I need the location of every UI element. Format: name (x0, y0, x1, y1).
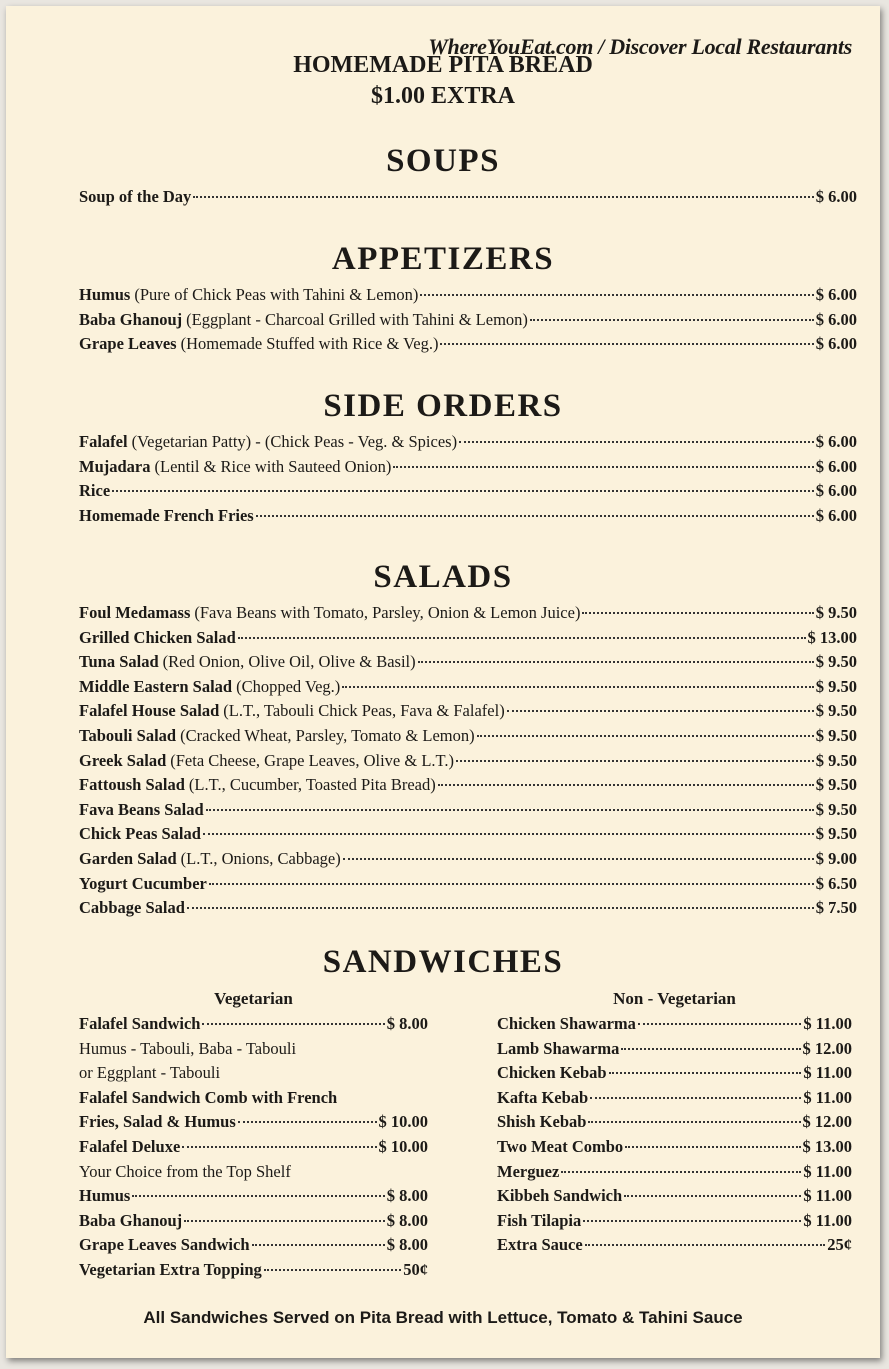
item-price: $ 9.50 (815, 775, 857, 795)
section-title-salads: SALADS (373, 559, 513, 595)
menu-item (79, 726, 857, 751)
item-price: $ 11.00 (803, 1014, 852, 1033)
item-name: Grape Leaves (79, 334, 177, 354)
item-description: (Chopped Veg.) (236, 676, 341, 696)
item-price: $ 9.00 (815, 848, 857, 868)
item-price: $ 9.50 (815, 701, 857, 721)
item-price: $ 12.00 (802, 1038, 852, 1058)
menu-item (497, 1039, 852, 1064)
non-vegetarian-column (497, 989, 852, 1260)
item-name: Cabbage Salad (79, 898, 185, 918)
item-price: $ 9.50 (815, 799, 857, 819)
item-price: $ 6.00 (815, 187, 857, 206)
dot-leader (206, 809, 814, 811)
item-name: Lamb Shawarma (497, 1038, 620, 1058)
menu-item (497, 1063, 852, 1088)
item-price: $ 8.00 (386, 1014, 428, 1033)
dot-leader (590, 1097, 801, 1099)
dot-leader (252, 1244, 385, 1246)
item-description: (Lentil & Rice with Sauteed Onion) (154, 456, 392, 476)
menu-page (6, 6, 880, 1358)
item-description: (Eggplant - Charcoal Grilled with Tahini & Lemon) (186, 309, 528, 329)
dot-leader (624, 1195, 801, 1197)
item-description: (Vegetarian Patty) - (Chick Peas - Veg. & Spices) (131, 432, 458, 451)
item-name: Baba Ghanouj (79, 1210, 183, 1230)
item-name: Tabouli Salad (79, 725, 177, 745)
dot-leader (477, 735, 814, 737)
item-price: $ 11.00 (803, 1210, 852, 1230)
item-price: $ 10.00 (378, 1136, 428, 1156)
dot-leader (418, 661, 814, 663)
item-name: Garden Salad (79, 848, 177, 868)
menu-item (79, 628, 857, 653)
item-name: Shish Kebab (497, 1112, 587, 1132)
menu-item (79, 1162, 428, 1187)
menu-item (497, 1186, 852, 1211)
item-name: Your Choice from the Top Shelf (79, 1161, 291, 1181)
site-watermark: WhereYouEat.com / Discover Local Restaurants (428, 34, 852, 59)
item-price: $ 6.00 (815, 481, 857, 501)
section-items (79, 187, 857, 212)
menu-item (79, 751, 857, 776)
menu-item (79, 1063, 428, 1088)
item-price: $ 6.50 (815, 873, 857, 893)
item-name: Fries, Salad & Humus (79, 1112, 236, 1132)
menu-item (497, 1088, 852, 1113)
item-description: (Homemade Stuffed with Rice & Veg.) (180, 334, 439, 354)
item-name: Homemade French Fries (79, 505, 254, 525)
dot-leader (583, 1220, 801, 1222)
item-name: or Eggplant - Tabouli (79, 1063, 221, 1083)
pita-bread-price: $1.00 EXTRA (370, 83, 515, 109)
footer-note: All Sandwiches Served on Pita Bread with Lettuce, Tomato & Tahini Sauce (143, 1308, 743, 1327)
item-price: $ 9.50 (815, 824, 857, 844)
item-description: (Pure of Chick Peas with Tahini & Lemon) (134, 285, 419, 304)
menu-item (79, 506, 857, 531)
item-name: Tuna Salad (79, 652, 159, 672)
item-price: $ 9.50 (815, 725, 857, 745)
dot-leader (203, 833, 814, 835)
item-price: $ 13.00 (802, 1136, 852, 1156)
menu-item (79, 432, 857, 457)
non-vegetarian-heading: Non - Vegetarian (613, 989, 736, 1008)
item-name: Fava Beans Salad (79, 799, 204, 819)
dot-leader (393, 466, 813, 468)
item-price: $ 12.00 (802, 1112, 852, 1132)
dot-leader (182, 1146, 376, 1148)
menu-item (79, 652, 857, 677)
menu-item (79, 775, 857, 800)
section-title-appetizers: APPETIZERS (331, 241, 555, 277)
menu-item (79, 1260, 428, 1285)
menu-item (79, 334, 857, 359)
item-description: (Fava Beans with Tomato, Parsley, Onion & Lemon Juice) (194, 603, 581, 622)
dot-leader (209, 883, 814, 885)
item-name: Humus (79, 1186, 131, 1206)
menu-item (79, 457, 857, 482)
item-price: $ 7.50 (815, 898, 857, 918)
menu-item (79, 824, 857, 849)
section-items (79, 432, 857, 530)
menu-item (79, 1235, 428, 1260)
item-name: Middle Eastern Salad (79, 676, 233, 696)
menu-item (79, 1039, 428, 1064)
item-name: Two Meat Combo (497, 1136, 624, 1156)
dot-leader (585, 1244, 826, 1246)
item-price: $ 11.00 (803, 1186, 852, 1206)
item-name: Soup of the Day (79, 187, 192, 206)
menu-item (79, 1014, 428, 1039)
item-price: $ 8.00 (386, 1210, 428, 1230)
menu-item (79, 1088, 428, 1113)
menu-item (497, 1112, 852, 1137)
dot-leader (420, 294, 813, 296)
pita-bread-heading: HOMEMADE PITA BREAD (293, 52, 593, 78)
item-description: (L.T., Cucumber, Toasted Pita Bread) (188, 775, 436, 795)
item-price: $ 11.00 (803, 1087, 852, 1107)
menu-item (79, 1137, 428, 1162)
item-name: Chick Peas Salad (79, 824, 201, 844)
item-name: Merguez (497, 1161, 560, 1181)
item-description: (Red Onion, Olive Oil, Olive & Basil) (162, 652, 416, 672)
dot-leader (459, 441, 814, 443)
menu-item (497, 1014, 852, 1039)
dot-leader (438, 784, 814, 786)
menu-item (497, 1162, 852, 1187)
dot-leader (132, 1195, 384, 1197)
menu-item (79, 800, 857, 825)
item-name: Chicken Shawarma (497, 1014, 636, 1033)
dot-leader (638, 1023, 802, 1025)
dot-leader (264, 1269, 401, 1271)
item-name: Fattoush Salad (79, 775, 185, 795)
section-items (79, 603, 857, 923)
item-name: Humus (79, 285, 131, 304)
dot-leader (343, 858, 814, 860)
menu-item (79, 701, 857, 726)
item-name: Mujadara (79, 456, 151, 476)
item-description: (Cracked Wheat, Parsley, Tomato & Lemon) (180, 725, 475, 745)
dot-leader (342, 686, 813, 688)
item-name: Yogurt Cucumber (79, 873, 207, 893)
item-price: 50¢ (403, 1259, 428, 1279)
item-price: 25¢ (827, 1235, 852, 1255)
menu-item (79, 285, 857, 310)
menu-item (79, 187, 857, 212)
item-price: $ 6.00 (815, 309, 857, 329)
menu-item (79, 677, 857, 702)
item-name: Rice (79, 481, 111, 501)
vegetarian-heading: Vegetarian (214, 989, 293, 1008)
item-price: $ 6.00 (815, 432, 857, 451)
dot-leader (609, 1072, 802, 1074)
section-title-side-orders: SIDE ORDERS (323, 388, 563, 424)
item-name: Falafel Deluxe (79, 1136, 181, 1156)
menu-item (497, 1235, 852, 1260)
item-price: $ 11.00 (803, 1161, 852, 1181)
item-price: $ 9.50 (815, 676, 857, 696)
item-price: $ 6.00 (815, 285, 857, 304)
item-price: $ 10.00 (378, 1112, 428, 1132)
dot-leader (187, 907, 814, 909)
dot-leader (238, 1121, 377, 1123)
item-price: $ 11.00 (803, 1063, 852, 1083)
item-price: $ 8.00 (386, 1186, 428, 1206)
dot-leader (625, 1146, 800, 1148)
menu-item (79, 849, 857, 874)
dot-leader (561, 1171, 801, 1173)
item-price: $ 6.00 (815, 334, 857, 354)
item-name: Falafel Sandwich Comb with French (79, 1087, 338, 1107)
vegetarian-column (79, 989, 428, 1285)
menu-item (79, 898, 857, 923)
dot-leader (582, 612, 813, 614)
item-name: Falafel (79, 432, 128, 451)
dot-leader (184, 1220, 385, 1222)
item-price: $ 8.00 (386, 1235, 428, 1255)
item-name: Falafel Sandwich (79, 1014, 201, 1033)
item-name: Extra Sauce (497, 1235, 583, 1255)
item-name: Humus - Tabouli, Baba - Tabouli (79, 1038, 297, 1058)
menu-item (497, 1137, 852, 1162)
item-price: $ 9.50 (815, 603, 857, 622)
dot-leader (507, 710, 814, 712)
menu-item (79, 1211, 428, 1236)
item-name: Baba Ghanouj (79, 309, 183, 329)
item-name: Vegetarian Extra Topping (79, 1259, 262, 1279)
item-price: $ 13.00 (807, 627, 857, 647)
dot-leader (202, 1023, 384, 1025)
item-price: $ 9.50 (815, 750, 857, 770)
item-description: (L.T., Onions, Cabbage) (180, 848, 341, 868)
item-price: $ 9.50 (815, 652, 857, 672)
item-name: Grape Leaves Sandwich (79, 1235, 250, 1255)
item-description: (Feta Cheese, Grape Leaves, Olive & L.T.) (170, 750, 454, 770)
menu-item (79, 1112, 428, 1137)
dot-leader (588, 1121, 800, 1123)
item-name: Fish Tilapia (497, 1210, 582, 1230)
menu-item (79, 603, 857, 628)
item-name: Chicken Kebab (497, 1063, 607, 1083)
dot-leader (112, 490, 814, 492)
item-name: Kibbeh Sandwich (497, 1186, 623, 1206)
item-description: (L.T., Tabouli Chick Peas, Fava & Falafel) (223, 701, 505, 721)
item-price: $ 6.00 (815, 456, 857, 476)
section-title-sandwiches: SANDWICHES (322, 944, 564, 980)
item-name: Grilled Chicken Salad (79, 627, 236, 647)
item-price: $ 6.00 (815, 505, 857, 525)
dot-leader (238, 637, 806, 639)
dot-leader (256, 515, 814, 517)
item-name: Kafta Kebab (497, 1087, 589, 1107)
dot-leader (193, 196, 813, 198)
menu-item (79, 874, 857, 899)
section-title-soups: SOUPS (386, 143, 500, 179)
menu-item (79, 310, 857, 335)
dot-leader (456, 760, 814, 762)
item-name: Foul Medamass (79, 603, 191, 622)
menu-item (497, 1211, 852, 1236)
item-name: Greek Salad (79, 750, 167, 770)
dot-leader (530, 319, 814, 321)
section-items (79, 285, 857, 359)
item-name: Falafel House Salad (79, 701, 220, 721)
menu-item (79, 481, 857, 506)
menu-item (79, 1186, 428, 1211)
dot-leader (621, 1048, 800, 1050)
dot-leader (440, 343, 813, 345)
